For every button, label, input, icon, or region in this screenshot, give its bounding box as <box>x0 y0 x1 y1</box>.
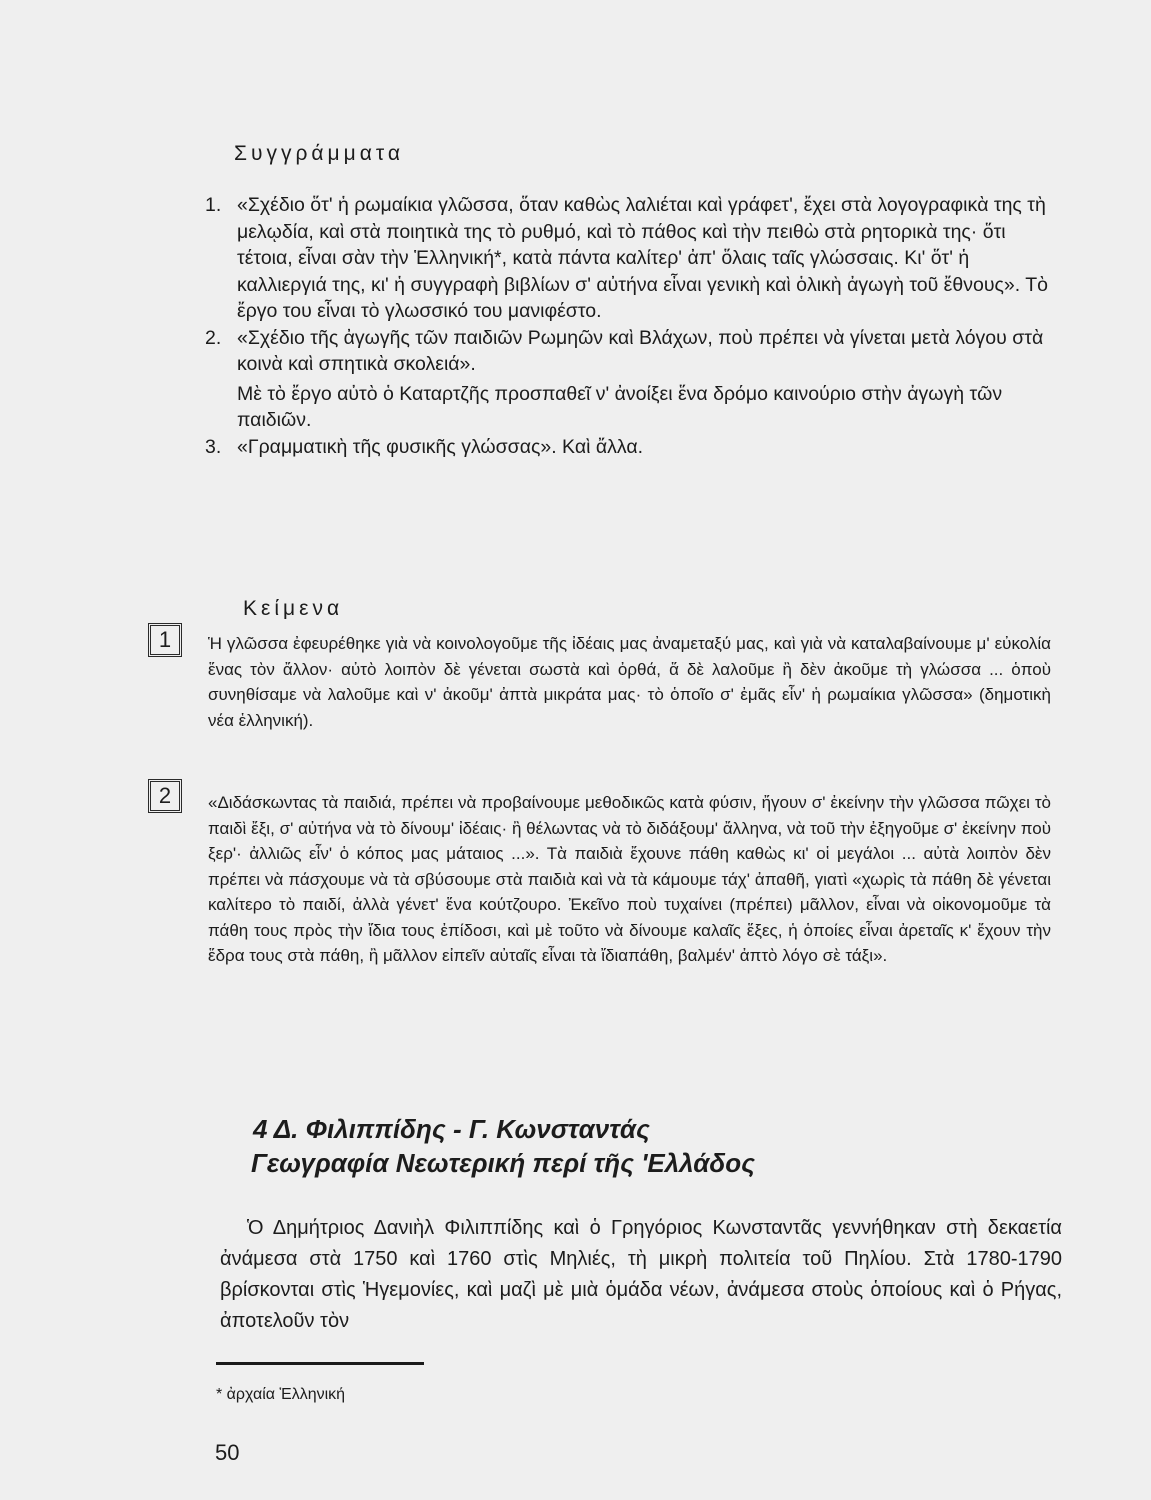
footnote: * ἀρχαία Ἑλληνική <box>216 1386 346 1403</box>
text-number-box: 1 <box>148 623 182 657</box>
list-item-continuation: Μὲ τὸ ἔργο αὐτὸ ὁ Καταρτζῆς προσπαθεῖ ν' ἀνοίξει ἕνα δρόμο καινούριο στὴν ἀγωγὴ τῶν παιδιῶν. <box>237 382 1003 431</box>
list-item <box>205 192 1050 325</box>
text-number-box: 2 <box>148 779 182 813</box>
body-paragraph: Ὁ Δημήτριος Δανιὴλ Φιλιππίδης καὶ ὁ Γρηγόριος Κωνσταντᾶς γεννήθηκαν στὴ δεκαετία ἀνάμεσα στὰ 1750 καὶ 1760 στὶς Μηλιές, τὴ μικρὴ πολιτεία τοῦ Πηλίου. Στὰ 1780-1790 βρίσκονται στὶς Ἡγεμονίες, καὶ μαζὶ μὲ μιὰ ὁμάδα νέων, ἀνάμεσα στοὺς ὁποίους καὶ ὁ Ρήγας, ἀποτελοῦν τὸν <box>220 1217 1062 1332</box>
page-number: 50 <box>215 1440 240 1465</box>
list-item-number: 1. <box>205 194 222 216</box>
quote-text: Ἡ γλῶσσα ἐφευρέθηκε γιὰ νὰ κοινολογοῦμε τῆς ἰδέαις μας ἀναμεταξύ μας, καὶ γιὰ νὰ καταλαβαίνουμε μ' εὐκολία ἕνας τὸν ἄλλον· αὐτὸ λοιπὸν δὲ γένεται σωστὰ καὶ ὀρθά, ἅ δὲ λαλοῦμε ἢ δὲν ἀκοῦμε τὴ γλώσσα ... ὁποὺ συνηθίσαμε νὰ λαλοῦμε καὶ ν' ἀκοῦμ' ἀπτὰ μικράτα μας· τὸ ὁποῖο σ' ἐμᾶς εἶν' ἡ ρωμαίκια γλῶσσα» (δημοτικὴ νέα ἑλληνική). <box>208 634 1051 730</box>
quote-text: «Διδάσκωντας τὰ παιδιά, πρέπει νὰ προβαίνουμε μεθοδικῶς κατὰ φύσιν, ἤγουν σ' ἐκείνην τὴν γλῶσσα πῶχει τὸ παιδὶ ἔξι, σ' αὐτήνα νὰ τὸ δίνουμ' ἰδέαις· ἢ θέλωντας νὰ τὸ διδάξουμ' ἄλληνα, νὰ τοῦ τὴν ἐξηγοῦμε σ' ἐκείνην ποὺ ξερ'· ἀλλιῶς εἶν' ὁ κόπος μας μάταιος ...». Τὰ παιδιὰ ἔχουνε πάθη καθὼς κι' οἱ μεγάλοι ... αὐτὰ λοιπὸν δὲν πρέπει νὰ πάσχουμε νὰ τὰ σβύσουμε στὰ παιδιὰ καὶ νὰ τὰ κάμουμε τάχ' ἀπαθῆ, γιατὶ «χωρὶς τὰ πάθη δὲ γένεται καλίτερο τὸ παιδί, ἀλλὰ γένετ' ἕνα κούτζουρο. Ἐκεῖνο ποὺ τυχαίνει (πρέπει) μᾶλλον, εἶναι νὰ οἰκονομοῦμε τὰ πάθη τους πρὸς τὴν ἴδια τους ἐπίδοσι, καὶ μὲ τοῦτο νὰ δίνουμε καλαῖς ἕξες, ἡ ὁποίες εἶναι ἀρεταῖς κ' ἔχουν τὴν ἕδρα τους στὰ πάθη, ἢ μᾶλλον εἰπεῖν αὐταῖς εἶναι τὰ ἴδιαπάθη, βαλμέν' ἀπτὸ λόγο σὲ τάξι». <box>208 793 1051 965</box>
list-item-text: «Σχέδιο ὅτ' ἡ ρωμαίκια γλῶσσα, ὅταν καθὼς λαλιέται καὶ γράφετ', ἔχει στὰ λογογραφικὰ της τὴ μελῳδία, καὶ στὰ ποιητικὰ της τὸ ρυθμό, καὶ τὸ πάθος καὶ τὴν πειθὼ στὰ ρητορικὰ της· ὅτι τέτοια, εἶναι σὰν τὴν Ἑλληνική*, κατὰ πάντα καλίτερ' ἀπ' ὅλαις ταῖς γλώσσαις. Κι' ὅτ' ἡ καλλιεργιά της, κι' ἡ συγγραφὴ βιβλίων σ' αὐτήνα εἶναι γενικὴ καὶ ὁλικὴ ἀγωγὴ τοῦ ἔθνους». Τὸ ἔργο του εἶναι τὸ γλωσσικό του μανιφέστο. <box>237 194 1048 322</box>
list-item <box>205 434 1050 461</box>
writings-list <box>205 192 1050 460</box>
list-item-number: 2. <box>205 326 222 349</box>
texts-heading: Κείμενα <box>243 597 344 620</box>
list-item-number: 3. <box>205 435 222 458</box>
writings-heading: Συγγράμματα <box>234 142 405 165</box>
footnote-divider <box>216 1362 424 1365</box>
section-title-authors: 4 Δ. Φιλιππίδης - Γ. Κωνσταντάς <box>253 1114 650 1144</box>
list-item <box>205 325 1050 434</box>
section-title-work: Γεωγραφία Νεωτερική περί τῆς 'Ελλάδος <box>251 1148 755 1178</box>
section-title <box>253 1112 755 1180</box>
list-item-text: «Σχέδιο τῆς ἀγωγῆς τῶν παιδιῶν Ρωμηῶν καὶ Βλάχων, ποὺ πρέπει νὰ γίνεται μετὰ λόγου στὰ κοινὰ καὶ σπητικὰ σκολειά». <box>237 326 1044 375</box>
list-item-text: «Γραμματικὴ τῆς φυσικῆς γλώσσας». Καὶ ἄλλα. <box>237 435 644 458</box>
